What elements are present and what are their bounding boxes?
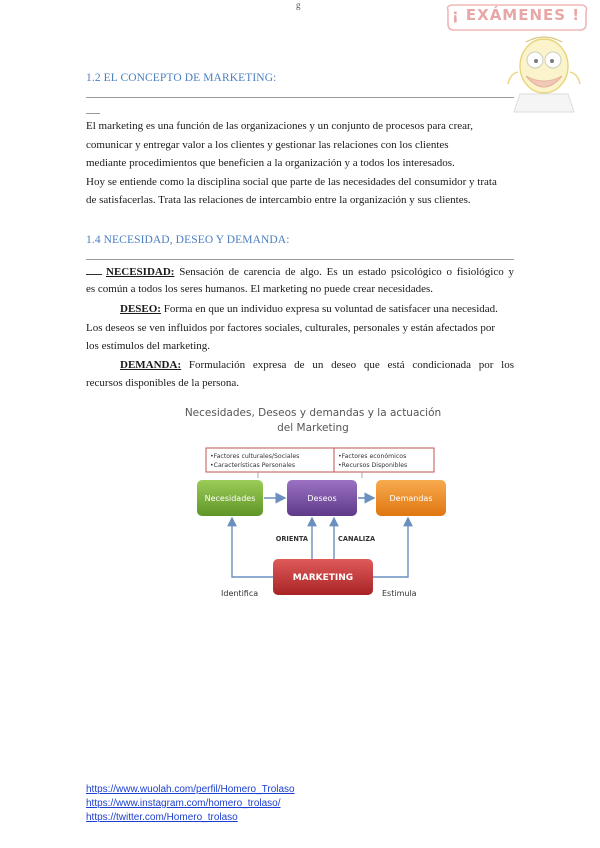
note-left-line-1: •Factores culturales/Sociales (210, 453, 300, 460)
note-right-line-1: •Factores económicos (338, 453, 407, 460)
deseos-label: Deseos (307, 494, 337, 503)
necesidad-line-1 (86, 263, 514, 282)
demanda-line-1 (86, 356, 514, 375)
orienta-label: ORIENTA (275, 535, 308, 543)
text-line: El marketing es una función de las organizaciones y un conjunto de procesos para crear, (86, 120, 473, 132)
deseo-term: DESEO: (120, 303, 161, 315)
heading-rule-tail (86, 113, 100, 114)
necesidades-label: Necesidades (204, 494, 256, 503)
heading-rule (86, 259, 514, 260)
wuolah-link[interactable]: https://www.wuolah.com/perfil/Homero_Trolaso (86, 784, 295, 795)
marketing-diagram (176, 406, 450, 606)
marketing-label: MARKETING (292, 573, 354, 583)
arrow-identifica (232, 518, 273, 577)
estimula-label: Estimula (382, 589, 417, 598)
instagram-link[interactable]: https://www.instagram.com/homero_trolaso/ (86, 798, 281, 809)
necesidad-text: Sensación de carencia de algo. Es un estado psicológico o fisiológico y (179, 266, 514, 278)
text-line: Hoy se entiende como la disciplina social que parte de las necesidades del consumidor y trata (86, 175, 497, 188)
note-left-line-2: •Características Personales (210, 462, 296, 469)
marketing-definition-paragraph (86, 117, 514, 210)
demanda-term: DEMANDA: (120, 358, 182, 371)
deseo-line-1 (86, 300, 514, 319)
text-line: comunicar y entregar valor a los clientes y gestionar las relaciones con los clientes (86, 138, 449, 151)
demanda-text: Formulación expresa de un deseo que está condicionada por los (188, 358, 515, 371)
diagram-canvas (176, 406, 450, 606)
needs-paragraphs (86, 263, 514, 393)
diagram-title-line-2: del Marketing (277, 422, 349, 434)
deseo-line-2: Los deseos se ven influidos por factores sociales, culturales, personales y están afectados por (86, 321, 496, 334)
footer-links (86, 783, 295, 825)
stamp-text: ¡ EXÁMENES ! (451, 6, 581, 24)
diagram-title-line-1: Necesidades, Deseos y demandas y la actuación (184, 407, 442, 419)
demanda-line-2: recursos disponibles de la persona. (86, 377, 240, 389)
text-line: mediante procedimientos que beneficien a la organización y a todos los interesados. (86, 157, 455, 169)
section-heading-marketing: 1.2 EL CONCEPTO DE MARKETING: (86, 72, 277, 84)
heading-rule (86, 97, 514, 98)
canaliza-label: CANALIZA (338, 535, 376, 543)
note-right-line-2: •Recursos Disponibles (338, 462, 408, 469)
deseo-text: Forma en que un individuo expresa su voluntad de satisfacer una necesidad. (163, 303, 498, 315)
text-line: de satisfacerlas. Trata las relaciones de intercambio entre la organización y sus clientes. (86, 194, 471, 206)
section-heading-needs: 1.4 NECESIDAD, DESEO Y DEMANDA: (86, 234, 290, 246)
page-marker: g (296, 0, 301, 10)
necesidad-line-2: es común a todos los seres humanos. El marketing no puede crear necesidades. (86, 282, 434, 295)
demandas-label: Demandas (389, 494, 433, 503)
blank-underline (86, 265, 102, 275)
identifica-label: Identifica (221, 589, 259, 598)
necesidad-term: NECESIDAD: (106, 266, 175, 278)
arrow-estimula (373, 518, 408, 577)
twitter-link[interactable]: https://twitter.com/Homero_trolaso (86, 812, 238, 823)
deseo-line-3: los estímulos del marketing. (86, 340, 211, 352)
